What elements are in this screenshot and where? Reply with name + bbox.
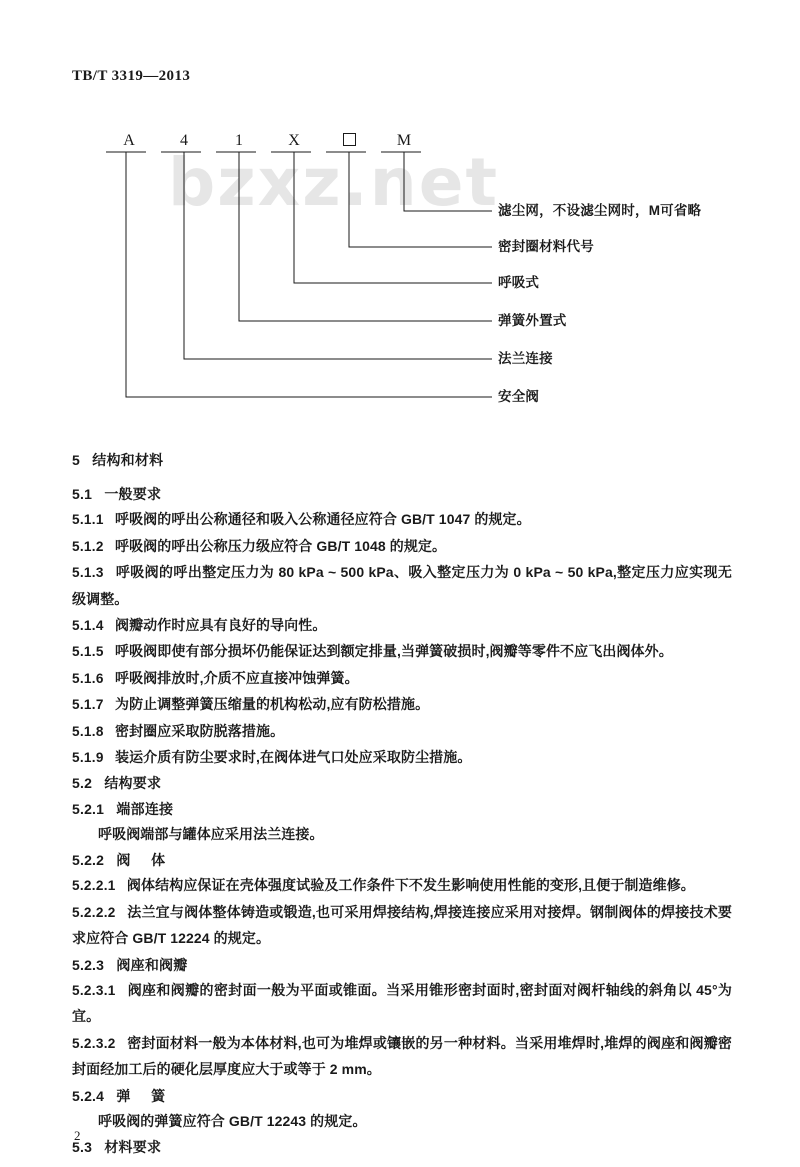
designation-code-2: 4 <box>180 132 188 149</box>
square-placeholder-icon <box>343 133 356 146</box>
clause-number: 5.1.5 <box>72 644 104 660</box>
clause-number: 5.1.4 <box>72 618 104 634</box>
model-designation-diagram <box>0 0 800 430</box>
heading-5-3 <box>72 1135 732 1160</box>
clause-number: 5.2.2.1 <box>72 878 116 894</box>
designation-code-6: M <box>396 132 412 149</box>
designation-code-row <box>0 131 800 153</box>
designation-label-flange-connection: 法兰连接 <box>498 351 553 366</box>
clause-text: 阀体结构应保证在壳体强度试验及工作条件下不发生影响使用性能的变形,且便于制造维修。 <box>126 877 695 894</box>
clause-number: 5.1.7 <box>72 697 104 713</box>
clause-title: 材料要求 <box>104 1139 162 1156</box>
clause-number: 5.2.1 <box>72 800 105 817</box>
site-watermark: bzxz.net <box>168 144 500 221</box>
clause-title: 阀座和阀瓣 <box>116 956 188 973</box>
clause-5-2-3-1 <box>72 978 732 1031</box>
designation-code-5-placeholder-box <box>336 131 362 151</box>
designation-code-3: 1 <box>235 132 243 149</box>
designation-label-breather-type: 呼吸式 <box>498 275 540 290</box>
clause-5-1-2 <box>72 534 732 560</box>
clause-5-1-5 <box>72 639 732 665</box>
clause-text: 呼吸阀端部与罐体应采用法兰连接。 <box>98 825 324 842</box>
paragraph-5-2-4-body <box>72 1109 732 1135</box>
clause-number: 5.2.3.1 <box>72 982 116 998</box>
clause-number: 5.3 <box>72 1139 93 1156</box>
heading-5-2-1 <box>72 797 732 822</box>
section-heading-5 <box>72 448 732 473</box>
document-body <box>72 448 732 1160</box>
clause-text: 密封面材料一般为本体材料,也可为堆焊或镶嵌的另一种材料。当采用堆焊时,堆焊的阀座和阀瓣密封面经加工后的硬化层厚度应大于或等于 2 mm。 <box>72 1034 732 1078</box>
clause-number: 5.2.2 <box>72 852 105 869</box>
heading-5-2-2 <box>72 848 732 873</box>
designation-label-seal-ring-material-code: 密封圈材料代号 <box>498 239 594 254</box>
designation-code-1: A <box>123 132 135 149</box>
clause-5-2-2-1 <box>72 873 732 899</box>
clause-5-1-9 <box>72 745 732 771</box>
clause-number: 5.1.1 <box>72 512 104 528</box>
clause-text: 为防止调整弹簧压缩量的机构松动,应有防松措施。 <box>114 696 430 713</box>
clause-title: 一般要求 <box>104 486 162 503</box>
heading-5-2-3 <box>72 953 732 978</box>
clause-number: 5.2.3 <box>72 956 105 973</box>
clause-text: 法兰宜与阀体整体铸造或锻造,也可采用焊接结构,焊接连接应采用对接焊。钢制阀体的焊接技术要求应符合 GB/T 12224 的规定。 <box>72 903 732 947</box>
clause-text: 装运介质有防尘要求时,在阀体进气口处应采取防尘措施。 <box>114 749 472 766</box>
clause-title: 端部连接 <box>116 800 174 817</box>
clause-text: 呼吸阀的呼出整定压力为 80 kPa ~ 500 kPa、吸入整定压力为 0 kPa ~ 50 kPa,整定压力应实现无级调整。 <box>72 564 732 607</box>
clause-5-1-4 <box>72 613 732 639</box>
paragraph-5-2-1-body <box>72 822 732 848</box>
heading-5-2-4 <box>72 1084 732 1109</box>
clause-5-1-1 <box>72 507 732 533</box>
clause-text: 密封圈应采取防脱落措施。 <box>114 722 285 739</box>
clause-number: 5.1.2 <box>72 538 104 554</box>
clause-text: 呼吸阀的呼出公称压力级应符合 GB/T 1048 的规定。 <box>114 537 447 554</box>
heading-5-2 <box>72 771 732 796</box>
clause-5-1-3 <box>72 560 732 613</box>
heading-5-1 <box>72 482 732 507</box>
clause-number: 5.2.3.2 <box>72 1035 116 1051</box>
page-number: 2 <box>74 1128 81 1143</box>
clause-5-2-2-2 <box>72 900 732 953</box>
clause-number: 5.2 <box>72 775 93 792</box>
section-number: 5 <box>72 452 80 468</box>
clause-number: 5.1.6 <box>72 670 104 686</box>
clause-number: 5.1.8 <box>72 723 104 739</box>
clause-5-1-7 <box>72 692 732 718</box>
section-title: 结构和材料 <box>92 452 164 468</box>
designation-code-4: X <box>288 132 300 149</box>
clause-number: 5.2.2.2 <box>72 904 116 920</box>
clause-5-1-6 <box>72 666 732 692</box>
designation-label-dust-screen: 滤尘网，不设滤尘网时，M可省略 <box>498 203 702 218</box>
clause-text: 阀座和阀瓣的密封面一般为平面或锥面。当采用锥形密封面时,密封面对阀杆轴线的斜角以 45°为宜。 <box>72 981 733 1025</box>
standard-number-header: TB/T 3319—2013 <box>72 68 191 84</box>
clause-title: 弹 簧 <box>116 1087 166 1104</box>
clause-text: 呼吸阀即使有部分损坏仍能保证达到额定排量,当弹簧破损时,阀瓣等零件不应飞出阀体外。 <box>114 643 673 660</box>
clause-number: 5.1.9 <box>72 750 104 766</box>
clause-5-1-8 <box>72 719 732 745</box>
clause-text: 阀瓣动作时应具有良好的导向性。 <box>114 617 327 634</box>
clause-text: 呼吸阀的呼出公称通径和吸入公称通径应符合 GB/T 1047 的规定。 <box>114 511 531 528</box>
clause-title: 结构要求 <box>104 775 162 792</box>
clause-number: 5.1.3 <box>72 565 104 581</box>
clause-5-2-3-2 <box>72 1031 732 1084</box>
clause-number: 5.1 <box>72 486 93 503</box>
clause-title: 阀 体 <box>116 852 166 869</box>
designation-label-external-spring-type: 弹簧外置式 <box>498 313 567 328</box>
clause-text: 呼吸阀排放时,介质不应直接冲蚀弹簧。 <box>114 669 359 686</box>
designation-label-safety-valve: 安全阀 <box>498 389 540 404</box>
clause-text: 呼吸阀的弹簧应符合 GB/T 12243 的规定。 <box>98 1112 367 1129</box>
clause-number: 5.2.4 <box>72 1087 105 1104</box>
